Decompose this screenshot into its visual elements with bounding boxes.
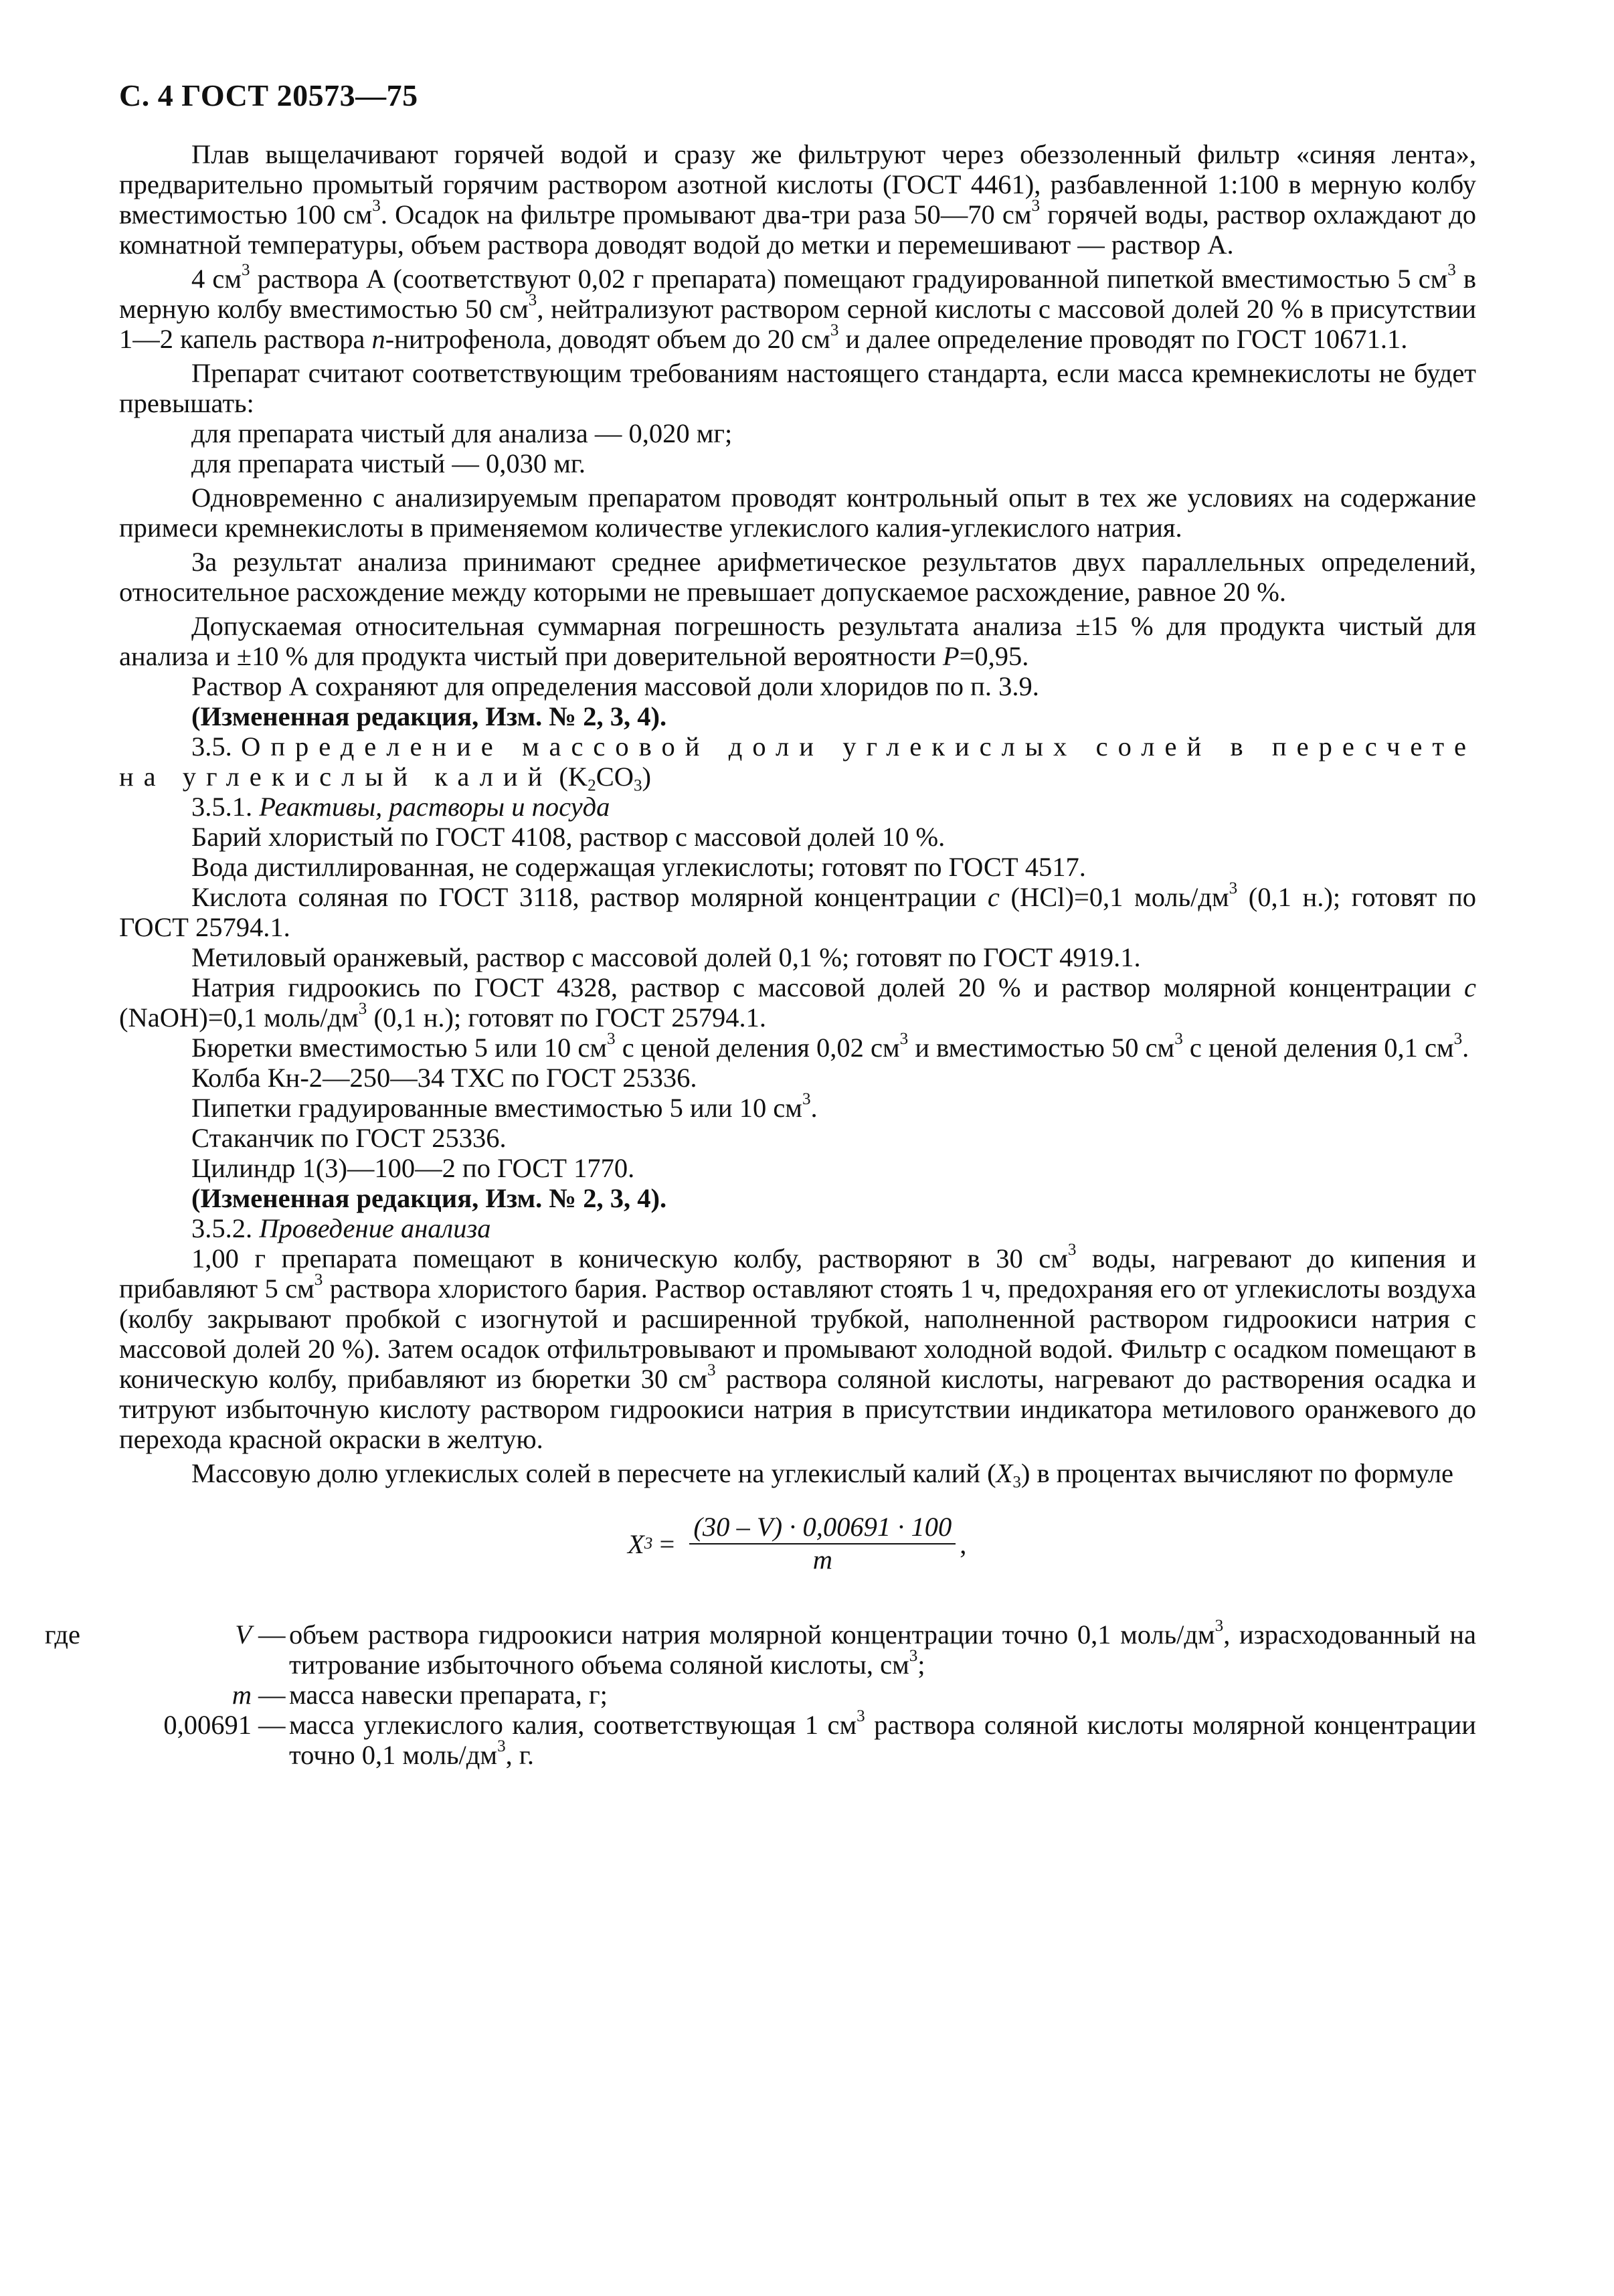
- document-body: [44, 139, 1477, 1770]
- superscript: 3: [802, 1090, 811, 1109]
- equipment-pipettes: [119, 1090, 1476, 1123]
- subscript: 2: [588, 776, 596, 795]
- text: .: [810, 1093, 818, 1123]
- reagent-naoh: [119, 972, 1476, 1033]
- paragraph-limit-analytical: для препарата чистый для анализа — 0,020 мг;: [191, 418, 733, 448]
- text: воды, нагревают до кипения и прибавляют 5 см: [119, 1243, 1476, 1304]
- revision-note: (Измененная редакция, Изм. № 2, 3, 4).: [191, 701, 667, 731]
- text: (NaOH)=0,1 моль/дм: [119, 1002, 359, 1033]
- formula-numerator: (30 – V) · 0,00691 · 100: [689, 1512, 956, 1544]
- text: с ценой деления 0,02 см: [615, 1033, 900, 1063]
- text: Реактивы, растворы и посуда: [259, 792, 610, 822]
- text: 1,00 г препарата помещают в коническую колбу, растворяют в 30 см: [191, 1243, 1068, 1273]
- equals-sign: =: [652, 1528, 682, 1559]
- superscript: 3: [1229, 879, 1238, 898]
- text: ): [642, 762, 652, 792]
- text: CO: [596, 762, 634, 792]
- text: , г.: [505, 1740, 535, 1770]
- text: n: [371, 324, 385, 354]
- text: , нейтрализуют раствором серной кислоты с массовой долей 20 % в присутствии 1—2 капель раствора: [119, 294, 1476, 354]
- text: масса углекислого калия, соответствующая 1 см: [289, 1710, 857, 1740]
- paragraph-solution-a-keep: Раствор А сохраняют для определения массовой доли хлоридов по п. 3.9.: [191, 671, 1039, 701]
- paragraph-result: За результат анализа принимают среднее арифметическое результатов двух параллельных определений, относительное расхождение между которыми не превышает допускаемое расхождение, равное 20 %.: [119, 547, 1476, 607]
- text: с: [1464, 972, 1476, 1002]
- definition-term: V: [235, 1619, 252, 1650]
- equipment-beaker: Стаканчик по ГОСТ 25336.: [191, 1123, 507, 1153]
- text: . Осадок на фильтре промывают два-три раза 50—70 см: [380, 199, 1032, 230]
- formula-denominator: m: [812, 1544, 832, 1575]
- text: объем раствора гидроокиси натрия молярной концентрации точно 0,1 моль/дм: [289, 1619, 1215, 1650]
- superscript: 3: [899, 1030, 909, 1049]
- text: в мерную колбу вместимостью 50 см: [119, 264, 1476, 324]
- definition-text: [289, 1707, 1476, 1770]
- superscript: 3: [314, 1271, 323, 1290]
- text: Определение массовой доли углекислых солей в пересчете на углекислый калий: [119, 731, 1476, 792]
- superscript: 3: [1215, 1617, 1224, 1636]
- text: Допускаемая относительная суммарная погрешность результата анализа ±15 % для продукта чистый для анализа и ±10 % для продукта чистый при доверительной вероятности: [119, 611, 1476, 671]
- superscript: 3: [528, 291, 537, 310]
- reagent-barium: Барий хлористый по ГОСТ 4108, раствор с массовой долей 10 %.: [191, 822, 946, 852]
- text: (0,1 н.); готовят по ГОСТ 25794.1.: [119, 882, 1476, 942]
- text: Проведение анализа: [259, 1213, 491, 1243]
- text: 3.5.1.: [191, 792, 260, 822]
- formula-fraction: [689, 1512, 956, 1575]
- text: =0,95.: [959, 641, 1029, 671]
- text: раствора хлористого бария. Раствор оставляют стоять 1 ч, предохраняя его от углекислоты воздуха (колбу закрывают пробкой с изогнутой и расширенной трубкой, наполненной раствором гидроокиси натрия с массовой долей 20 %). Затем осадок отфильтровывают и промывают холодной водой. Фильтр с осадком помещают в коническую колбу, прибавляют из бюретки 30 см: [119, 1273, 1476, 1394]
- formula-block: [119, 1512, 1476, 1593]
- text: и далее определение проводят по ГОСТ 10671.1.: [838, 324, 1408, 354]
- definition-row: [119, 1707, 1476, 1770]
- text: -нитрофенола, доводят объем до 20 см: [385, 324, 830, 354]
- reagent-methyl-orange: Метиловый оранжевый, раствор с массовой долей 0,1 %; готовят по ГОСТ 4919.1.: [191, 942, 1141, 972]
- subscript: 3: [1012, 1473, 1021, 1492]
- definition-term: 0,00691: [163, 1710, 252, 1740]
- text: ;: [917, 1650, 925, 1680]
- superscript: 3: [707, 1361, 716, 1380]
- definition-dash: —: [258, 1710, 286, 1740]
- text: Р: [942, 641, 960, 671]
- definition-dash: —: [258, 1680, 286, 1710]
- equipment-flask: Колба Кн-2—250—34 ТХС по ГОСТ 25336.: [191, 1063, 697, 1093]
- text: Пипетки градуированные вместимостью 5 или 10 см: [191, 1093, 802, 1123]
- superscript: 3: [358, 1000, 367, 1019]
- section-3-5-1-title: [119, 792, 1476, 822]
- text: Массовую долю углекислых солей в пересчете на углекислый калий (: [191, 1458, 996, 1488]
- text: раствора соляной кислоты, нагревают до растворения осадка и титруют избыточную кислоту раствором гидроокиси натрия в присутствии индикатора метилового оранжевого до перехода красной окраски в желтую.: [119, 1364, 1476, 1454]
- superscript: 3: [1453, 1030, 1463, 1049]
- section-3-5-title: [119, 731, 1476, 795]
- superscript: 3: [830, 321, 839, 340]
- paragraph-requirements: Препарат считают соответствующим требованиям настоящего стандарта, если масса кремнекислоты не будет превышать:: [119, 358, 1476, 418]
- text: ) в процентах вычисляют по формуле: [1020, 1458, 1454, 1488]
- formula-lhs: X: [628, 1528, 644, 1559]
- definitions-list: [44, 1617, 1477, 1770]
- text: с ценой деления 0,1 см: [1182, 1033, 1454, 1063]
- equipment-burettes: [119, 1030, 1476, 1063]
- text: Бюретки вместимостью 5 или 10 см: [191, 1033, 608, 1063]
- text: Натрия гидроокись по ГОСТ 4328, раствор с массовой долей 20 % и раствор молярной концентрации: [191, 972, 1465, 1002]
- reagent-water: Вода дистиллированная, не содержащая углекислоты; готовят по ГОСТ 4517.: [191, 852, 1086, 882]
- text: (0,1 н.); готовят по ГОСТ 25794.1.: [367, 1002, 766, 1033]
- paragraph-limit-pure: для препарата чистый — 0,030 мг.: [191, 448, 586, 478]
- reagent-hcl: [119, 879, 1476, 942]
- equipment-cylinder: Цилиндр 1(3)—100—2 по ГОСТ 1770.: [191, 1153, 635, 1183]
- text: (K: [552, 762, 588, 792]
- formula-x3: X 3 = $\frac{(30 - V) \cdot 0,00691 \cdot 100}{m}$ ,: [628, 1512, 967, 1575]
- superscript: 3: [372, 197, 381, 215]
- paragraph-solution-a-aliquot: [119, 261, 1476, 354]
- page-header: С. 4 ГОСТ 20573—75: [119, 78, 418, 112]
- text: Плав выщелачивают горячей водой и сразу же фильтруют через обеззоленный фильтр «синяя лента», предварительно промытый горячим раствором азотной кислоты (ГОСТ 4461), разбавленной 1:100 в мерную колбу вместимостью 100 см: [119, 139, 1476, 230]
- superscript: 3: [1447, 261, 1456, 280]
- definitions-where: где: [44, 1619, 80, 1650]
- text: с: [987, 882, 1000, 912]
- text: (HCl)=0,1 моль/дм: [999, 882, 1229, 912]
- text: раствора А (соответствуют 0,02 г препарата) помещают градуированной пипеткой вместимостью 5 см: [250, 264, 1448, 294]
- superscript: 3: [857, 1707, 865, 1726]
- paragraph-formula-intro: [119, 1458, 1476, 1492]
- text: 3.5.2.: [191, 1213, 260, 1243]
- text: и вместимостью 50 см: [908, 1033, 1175, 1063]
- paragraph-error: [119, 611, 1476, 671]
- text: 4 см: [191, 264, 242, 294]
- superscript: 3: [1067, 1241, 1077, 1259]
- text: 3.5.: [191, 731, 242, 762]
- superscript: 3: [1031, 197, 1041, 215]
- definition-text: масса навески препарата, г;: [289, 1680, 608, 1710]
- text: Кислота соляная по ГОСТ 3118, раствор молярной концентрации: [191, 882, 988, 912]
- revision-note-2: (Измененная редакция, Изм. № 2, 3, 4).: [191, 1183, 667, 1213]
- text: .: [1462, 1033, 1469, 1063]
- definition-term: m: [232, 1680, 252, 1710]
- text: горячей воды, раствор охлаждают до комнатной температуры, объем раствора доводят водой до метки и перемешивают — раствор А.: [119, 199, 1476, 260]
- paragraph-procedure: [119, 1243, 1476, 1454]
- text: X: [996, 1458, 1013, 1488]
- subscript: 3: [633, 776, 642, 795]
- definition-row: [119, 1680, 1476, 1710]
- superscript: 3: [497, 1737, 506, 1756]
- superscript: 3: [909, 1647, 918, 1666]
- superscript: 3: [241, 261, 250, 280]
- paragraph-fusion-leaching: [119, 139, 1476, 260]
- paragraph-control-test: Одновременно с анализируемым препаратом проводят контрольный опыт в тех же условиях на содержание примеси кремнекислоты в применяемом количестве углекислого калия-углекислого натрия.: [119, 482, 1476, 543]
- text: раствора соляной кислоты молярной концентрации точно 0,1 моль/дм: [289, 1710, 1476, 1770]
- superscript: 3: [1174, 1030, 1183, 1049]
- definition-row: [119, 1619, 1476, 1680]
- definition-text: [289, 1619, 1476, 1680]
- section-3-5-2-title: [119, 1213, 1476, 1243]
- text: , израсходованный на титрование избыточного объема соляной кислоты, см: [289, 1619, 1477, 1680]
- superscript: 3: [607, 1030, 616, 1049]
- definition-dash: —: [258, 1619, 286, 1650]
- formula-trailing-comma: ,: [960, 1528, 967, 1559]
